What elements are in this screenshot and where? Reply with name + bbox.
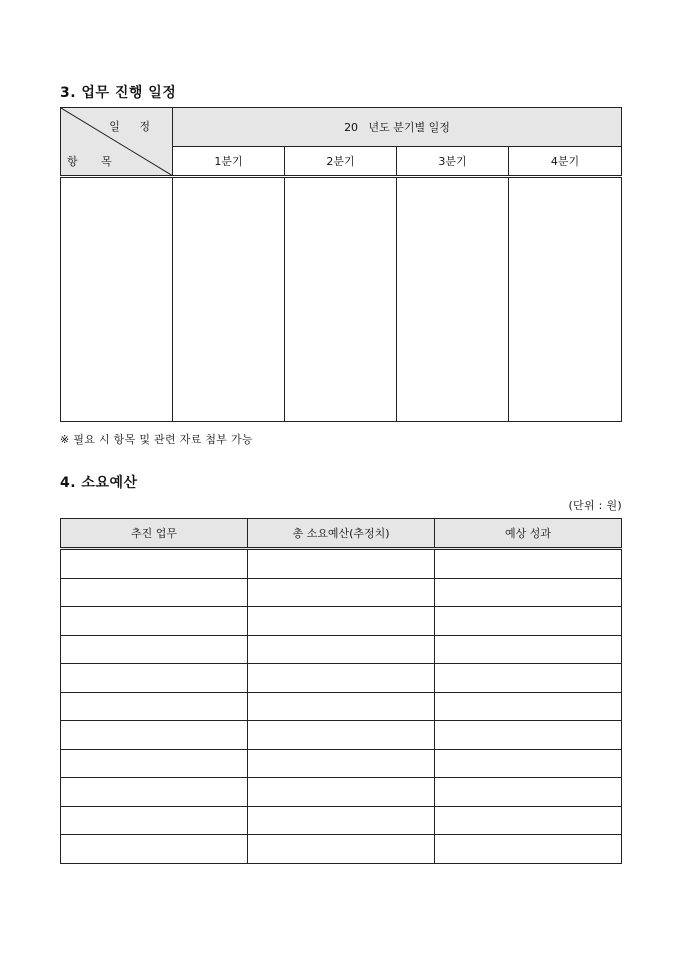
budget-cell[interactable]: [248, 721, 435, 750]
table-row: [61, 635, 622, 664]
outcome-cell[interactable]: [435, 635, 622, 664]
task-cell[interactable]: [61, 749, 248, 778]
budget-cell[interactable]: [248, 692, 435, 721]
table-row: [61, 578, 622, 607]
table-row: [61, 749, 622, 778]
item-cell[interactable]: [61, 177, 173, 422]
unit-label: (단위 : 원): [568, 499, 622, 512]
budget-cell[interactable]: [248, 578, 435, 607]
schedule-table: [60, 107, 622, 422]
table-row: [61, 607, 622, 636]
q3-cell[interactable]: [397, 177, 509, 422]
quarter-header: 2분기: [285, 147, 397, 177]
outcome-cell[interactable]: [435, 778, 622, 807]
task-cell[interactable]: [61, 549, 248, 579]
budget-cell[interactable]: [248, 549, 435, 579]
outcome-cell[interactable]: [435, 664, 622, 693]
task-cell[interactable]: [61, 721, 248, 750]
table-row: [61, 549, 622, 579]
table-row: [61, 664, 622, 693]
table-row: [61, 835, 622, 864]
year-quarter-header: 20 년도 분기별 일정: [173, 108, 622, 147]
budget-cell[interactable]: [248, 607, 435, 636]
task-cell[interactable]: [61, 578, 248, 607]
table-row: [61, 778, 622, 807]
budget-cell[interactable]: [248, 835, 435, 864]
outcome-cell[interactable]: [435, 721, 622, 750]
task-cell[interactable]: [61, 692, 248, 721]
task-cell[interactable]: [61, 806, 248, 835]
budget-table: [60, 518, 622, 864]
outcome-cell[interactable]: [435, 806, 622, 835]
diagonal-header-cell: [61, 108, 173, 177]
outcome-cell[interactable]: [435, 607, 622, 636]
q4-cell[interactable]: [509, 177, 622, 422]
quarter-header: 4분기: [509, 147, 622, 177]
column-header-task: 추진 업무: [61, 519, 248, 549]
q2-cell[interactable]: [285, 177, 397, 422]
attachment-note: ※ 필요 시 항목 및 관련 자료 첨부 가능: [60, 433, 253, 446]
budget-cell[interactable]: [248, 806, 435, 835]
column-header-budget: 총 소요예산(추정치): [248, 519, 435, 549]
outcome-cell[interactable]: [435, 549, 622, 579]
task-cell[interactable]: [61, 664, 248, 693]
budget-cell[interactable]: [248, 778, 435, 807]
task-cell[interactable]: [61, 635, 248, 664]
section-3-title: 3. 업무 진행 일정: [60, 85, 177, 101]
budget-cell[interactable]: [248, 749, 435, 778]
budget-rows: [61, 549, 622, 864]
task-cell[interactable]: [61, 607, 248, 636]
quarter-header: 1분기: [173, 147, 285, 177]
budget-cell[interactable]: [248, 635, 435, 664]
section-4-title: 4. 소요예산: [60, 475, 138, 491]
table-row: [61, 806, 622, 835]
table-row: [61, 721, 622, 750]
outcome-cell[interactable]: [435, 835, 622, 864]
outcome-cell[interactable]: [435, 749, 622, 778]
task-cell[interactable]: [61, 835, 248, 864]
quarter-header: 3분기: [397, 147, 509, 177]
item-corner-label: 항 목: [67, 155, 122, 168]
budget-cell[interactable]: [248, 664, 435, 693]
outcome-cell[interactable]: [435, 578, 622, 607]
table-row: [61, 692, 622, 721]
q1-cell[interactable]: [173, 177, 285, 422]
schedule-corner-label: 일 정: [109, 120, 158, 133]
outcome-cell[interactable]: [435, 692, 622, 721]
column-header-outcome: 예상 성과: [435, 519, 622, 549]
task-cell[interactable]: [61, 778, 248, 807]
